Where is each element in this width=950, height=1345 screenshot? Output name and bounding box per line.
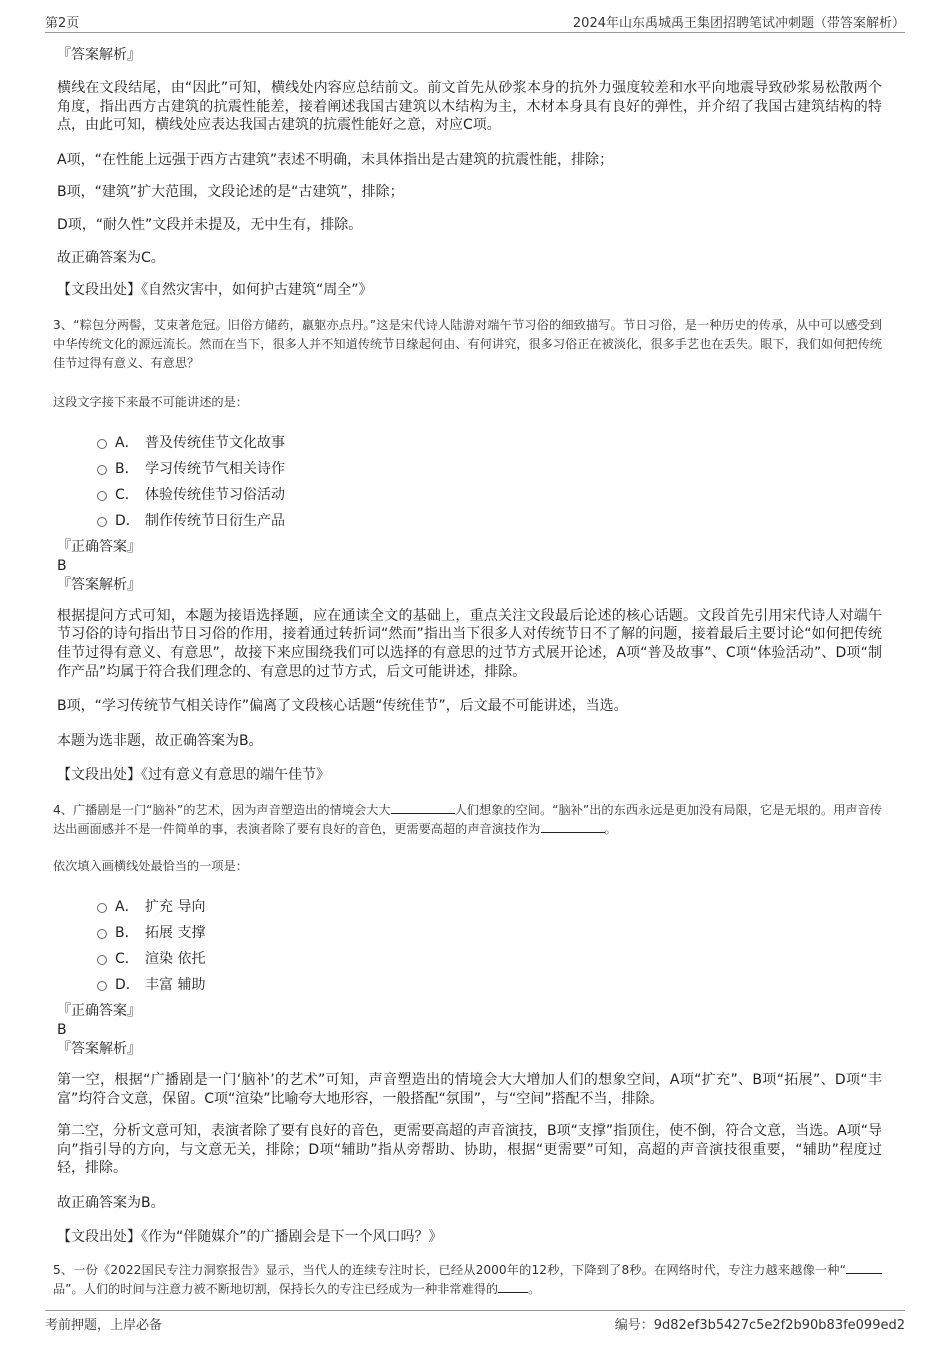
question-prompt: 依次填入画横线处最恰当的一项是： (53, 858, 248, 873)
fill-blank (541, 820, 605, 833)
answer-analysis-label: 『答案解析』 (57, 1040, 141, 1057)
option-b[interactable]: B． 拓展 支撑 (97, 920, 882, 946)
question-stem: 5、一份《2022国民专注力洞察报告》显示，当代人的连续专注时长，已经从2000年的12秒，下降到了8秒。在网络时代，专注力越来越像一种“品”。人们的时间与注意力被不断地切割，保持长久的专注已经成为一种非常难得的 。 (53, 1261, 882, 1299)
radio-circle-icon[interactable] (97, 955, 107, 965)
page-footer (45, 1310, 905, 1333)
option-a[interactable]: A． 扩充 导向 (97, 894, 882, 920)
analysis-paragraph: D项，“耐久性”文段并未提及，无中生有，排除。 (57, 216, 363, 233)
radio-circle-icon[interactable] (97, 439, 107, 449)
source-line (57, 1228, 882, 1247)
analysis-paragraph: B项，“学习传统节气相关诗作”偏离了文段核心话题“传统佳节”，后文最不可能讲述，当选。 (57, 698, 628, 715)
option-d[interactable]: D． 丰富 辅助 (97, 972, 882, 998)
radio-circle-icon[interactable] (97, 517, 107, 527)
analysis-paragraph: 根据提问方式可知，本题为接语选择题，应在通读全文的基础上，重点关注文段最后论述的核心话题。文段首先引用宋代诗人对端午节习俗的诗句指出节日习俗的作用，接着通过转折词“然而”指出当下很多人对传统节日不了解的问题，接着最后主要讨论“如何把传统佳节过得有意义、有意思”，故接下来应围绕我们可以选择的有意思的过节方式展开论述，A项“普及故事”、C项“体验活动”、D项“制作产品”均属于符合我们理念的、有意思的过节方式，后文可能讲述，排除。 (57, 607, 882, 680)
radio-circle-icon[interactable] (97, 929, 107, 939)
source-title: 《自然灾害中，如何护古建筑“周全”》 (141, 282, 373, 299)
radio-circle-icon[interactable] (97, 981, 107, 991)
analysis-conclusion: 故正确答案为C。 (57, 249, 165, 266)
fill-blank (391, 801, 455, 814)
document-code: 编号：9d82ef3b5427c5e2f2b90b83fe099ed2 (614, 1318, 905, 1333)
question-stem: 3、“粽包分两髻，艾束著危冠。旧俗方储药，羸躯亦点丹。”这是宋代诗人陆游对端午节习俗的细致描写。节日习俗，是一种历史的传承，从中可以感受到中华传统文化的源远流长。然而在当下，很多人并不知道传统节日缘起何由、有何讲究，很多习俗正在被淡化，很多手艺也在丢失。眼下，我们如何把传统佳节过得有意义、有意思？ (53, 317, 882, 370)
radio-circle-icon[interactable] (97, 465, 107, 475)
source-line (57, 766, 882, 785)
source-label: 【文段出处】 (57, 767, 141, 784)
option-list (57, 894, 882, 998)
correct-answer: B (57, 1021, 67, 1038)
option-b[interactable]: B． 学习传统节气相关诗作 (97, 456, 882, 482)
fill-blank (846, 1261, 882, 1274)
page-number: 第2页 (45, 16, 80, 31)
option-c[interactable]: C． 体验传统佳节习俗活动 (97, 482, 882, 508)
option-c[interactable]: C． 渲染 依托 (97, 946, 882, 972)
analysis-paragraph: 横线在文段结尾，由“因此”可知，横线处内容应总结前文。前文首先从砂浆本身的抗外力强度较差和水平向地震导致砂浆易松散两个角度，指出西方古建筑的抗震性能差，接着阐述我国古建筑以木结构为主，木材本身具有良好的弹性，并介绍了我国古建筑结构的特点，由此可知，横线处应表达我国古建筑的抗震性能好之意，对应C项。 (57, 80, 882, 134)
page-header (45, 10, 905, 33)
analysis-conclusion: 本题为选非题，故正确答案为B。 (57, 732, 263, 749)
fill-blank (498, 1280, 528, 1293)
radio-circle-icon[interactable] (97, 903, 107, 913)
analysis-paragraph: 第一空，根据“广播剧是一门‘脑补’的艺术”可知，声音塑造出的情境会大大增加人们的想象空间，A项“扩充”、B项“拓展”、D项“丰富”均符合文意，保留。C项“渲染”比喻夸大地形容，一般搭配“氛围”，与“空间”搭配不当，排除。 (57, 1071, 882, 1107)
page-content (53, 46, 882, 1299)
source-label: 【文段出处】 (57, 1229, 141, 1246)
answer-analysis-label: 『答案解析』 (57, 47, 141, 63)
correct-answer: B (57, 557, 67, 574)
correct-answer-label: 『正确答案』 (57, 538, 141, 555)
source-label: 【文段出处】 (57, 282, 141, 299)
answer-analysis-label: 『答案解析』 (57, 576, 141, 593)
question-stem: 4、广播剧是一门“脑补”的艺术，因为声音塑造出的情境会大大 人们想象的空间。“脑补”出的东西永远是更加没有局限，它是无垠的。用声音传达出画面感并不是一件简单的事，表演者除了要有良好的音色，更需要高超的声音演技作为 。 (53, 802, 882, 836)
document-title: 2024年山东禹城禹王集团招聘笔试冲刺题（带答案解析） (572, 16, 905, 31)
radio-circle-icon[interactable] (97, 491, 107, 501)
analysis-conclusion: 故正确答案为B。 (57, 1194, 165, 1211)
source-line (57, 281, 882, 300)
option-list (57, 430, 882, 534)
correct-answer-label: 『正确答案』 (57, 1002, 141, 1019)
footer-slogan: 考前押题，上岸必备 (45, 1318, 163, 1333)
analysis-paragraph: B项，“建筑”扩大范围，文段论述的是“古建筑”，排除； (57, 184, 404, 201)
question-prompt: 这段文字接下来最不可能讲述的是： (53, 394, 248, 409)
option-d[interactable]: D． 制作传统节日衍生产品 (97, 508, 882, 534)
source-title: 《作为“伴随媒介”的广播剧会是下一个风口吗？》 (141, 1229, 443, 1246)
analysis-paragraph: 第二空，分析文意可知，表演者除了要有良好的音色，更需要高超的声音演技，B项“支撑”指顶住，使不倒，符合文意，当选。A项“导向”指引导的方向，与文意无关，排除；D项“辅助”指从旁帮助、协助，根据“更需要”可知，高超的声音演技很重要，“辅助”程度过轻，排除。 (57, 1123, 882, 1177)
analysis-paragraph: A项，“在性能上远强于西方古建筑”表述不明确，未具体指出是古建筑的抗震性能，排除； (57, 151, 614, 168)
source-title: 《过有意义有意思的端午佳节》 (141, 767, 330, 784)
option-a[interactable]: A． 普及传统佳节文化故事 (97, 430, 882, 456)
